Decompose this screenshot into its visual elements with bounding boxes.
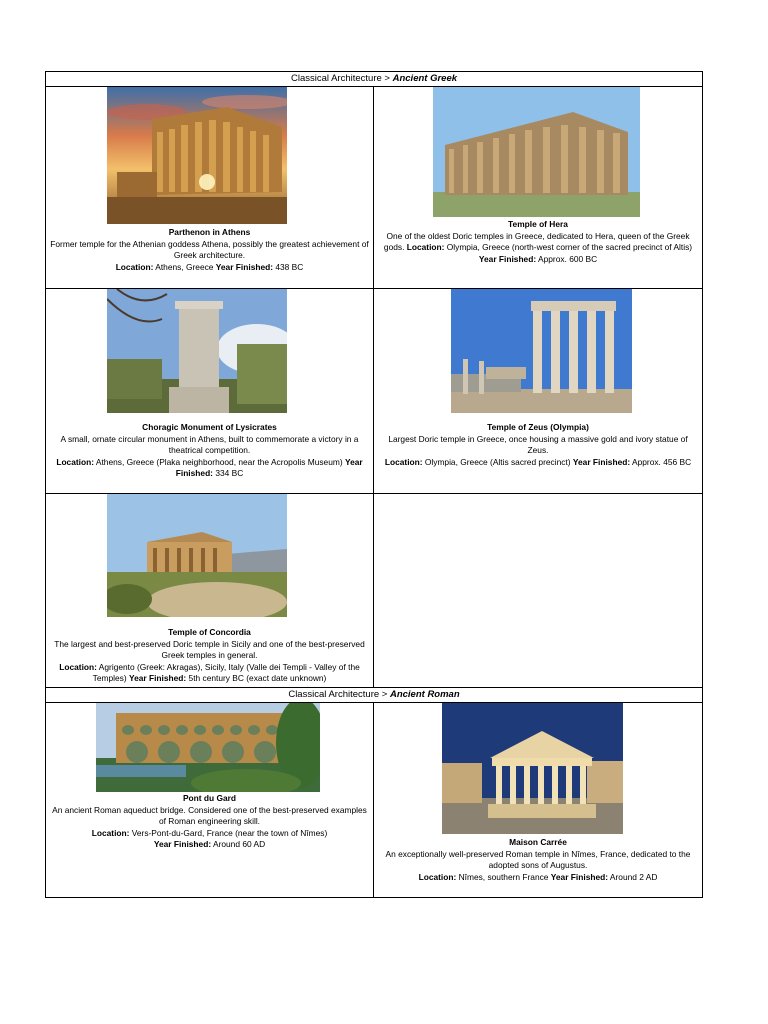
entry-temple-of-hera <box>374 87 702 288</box>
section-category: Ancient Roman <box>389 689 460 700</box>
table-row <box>46 703 702 897</box>
entry-description: One of the oldest Doric temples in Greece, dedicated to Hera, queen of the Greek gods. Location: Olympia, Greece (north-west corner of the sacred precinct of Altis) <box>383 230 693 253</box>
maison-carree-caption <box>378 837 698 883</box>
pont-du-gard-photo <box>96 703 320 792</box>
parthenon-photo <box>107 87 287 224</box>
section-header-greek <box>46 72 702 87</box>
section-header-roman <box>46 688 702 703</box>
entry-year: Year Finished: Around 60 AD <box>153 839 266 850</box>
entry-name: Temple of Zeus (Olympia) <box>487 422 589 432</box>
temple-of-zeus-photo <box>451 289 632 413</box>
entry-maison-carree <box>374 703 702 897</box>
entry-lysicrates <box>46 289 374 493</box>
entry-description: The largest and best-preserved Doric temple in Sicily and one of the best-preserved Greek temples in general. <box>54 638 365 661</box>
lysicrates-caption <box>50 422 369 480</box>
pont-du-gard-caption <box>50 793 369 851</box>
entry-name: Parthenon in Athens <box>168 227 251 237</box>
entry-parthenon <box>46 87 374 288</box>
section-prefix: Classical Architecture > <box>290 73 393 84</box>
architecture-table <box>45 71 703 898</box>
entry-description: Former temple for the Athenian goddess Athena, possibly the greatest achievement of Greek architecture. <box>50 238 369 261</box>
concordia-caption <box>50 627 369 685</box>
entry-meta: Location: Olympia, Greece (Altis sacred precinct) Year Finished: Approx. 456 BC <box>384 456 692 467</box>
entry-description: A small, ornate circular monument in Athens, built to commemorate a victory in a theatrical competition. <box>60 433 359 456</box>
entry-temple-of-zeus <box>374 289 702 493</box>
section-category: Ancient Greek <box>392 73 458 84</box>
lysicrates-photo <box>107 289 287 413</box>
entry-meta: Location: Athens, Greece Year Finished: 438 BC <box>115 261 304 272</box>
entry-name: Maison Carrée <box>509 837 567 847</box>
table-row <box>46 494 702 688</box>
entry-name: Choragic Monument of Lysicrates <box>142 422 277 432</box>
temple-of-hera-caption <box>378 219 698 265</box>
entry-name: Temple of Hera <box>508 219 568 229</box>
entry-description: An ancient Roman aqueduct bridge. Considered one of the best-preserved examples of Roman engineering skill. <box>52 804 367 827</box>
entry-name: Pont du Gard <box>182 793 237 803</box>
entry-meta: Location: Athens, Greece (Plaka neighborhood, near the Acropolis Museum) Year Finished: 334 BC <box>56 456 363 479</box>
entry-meta: Location: Vers-Pont-du-Gard, France (near the town of Nîmes) <box>91 827 328 838</box>
entry-meta: Location: Agrigento (Greek: Akragas), Sicily, Italy (Valle dei Templi - Valley of the Temples) Year Finished: 5th century BC (exact date unknown) <box>59 661 360 684</box>
entry-pont-du-gard <box>46 703 374 897</box>
entry-description: Largest Doric temple in Greece, once housing a massive gold and ivory statue of Zeus. <box>388 433 688 456</box>
entry-name: Temple of Concordia <box>168 627 251 637</box>
entry-concordia <box>46 494 374 687</box>
temple-of-zeus-caption <box>378 422 698 468</box>
entry-meta: Location: Nîmes, southern France Year Finished: Around 2 AD <box>418 871 658 882</box>
maison-carree-photo <box>442 703 623 834</box>
entry-description: An exceptionally well-preserved Roman temple in Nîmes, France, dedicated to the adopted sons of Augustus. <box>385 848 691 871</box>
concordia-photo <box>107 494 287 617</box>
empty-cell <box>374 494 702 687</box>
section-prefix: Classical Architecture > <box>288 689 390 700</box>
table-row <box>46 87 702 289</box>
entry-meta: Year Finished: Approx. 600 BC <box>478 253 598 264</box>
parthenon-caption <box>50 227 369 273</box>
table-row <box>46 289 702 494</box>
temple-of-hera-photo <box>433 87 640 217</box>
